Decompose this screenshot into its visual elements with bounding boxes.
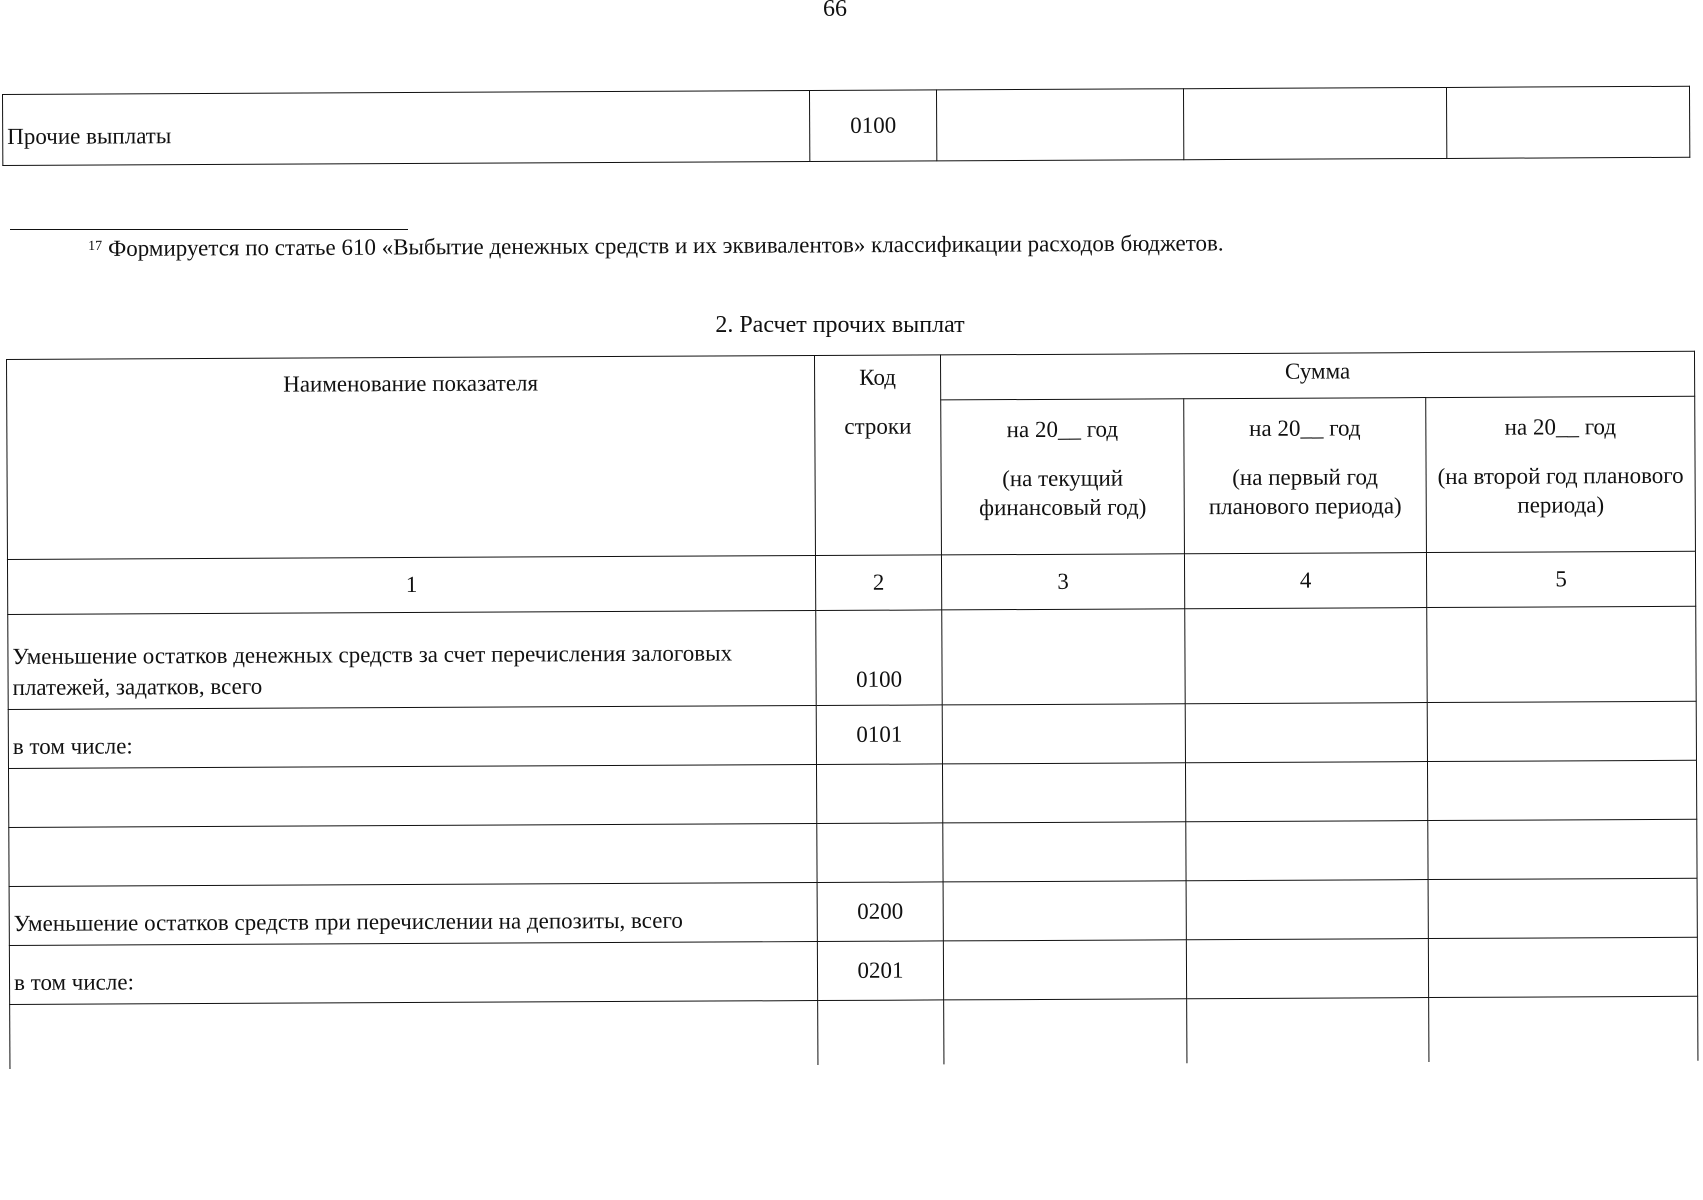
row-name-cell: в том числе: — [9, 942, 817, 1005]
row-code-cell: 0200 — [817, 882, 943, 942]
page-number: 66 — [823, 0, 847, 22]
section-title: 2. Расчет прочих выплат — [715, 312, 965, 338]
footnote-text: Формируется по статье 610 «Выбытие денежных средств и их эквивалентов» классификации расходов бюджетов. — [107, 230, 1224, 261]
sum-cell — [1183, 87, 1446, 159]
year-note: (на текущий финансовый год) — [979, 465, 1147, 521]
table-row — [8, 606, 1696, 709]
sum-cell — [1428, 937, 1697, 997]
row-code-cell — [818, 1000, 944, 1065]
year-note: (на первый год планового периода) — [1208, 464, 1402, 519]
header-code-line2: строки — [844, 413, 912, 439]
row-name-cell: Уменьшение остатков средств при перечислении на депозиты, всего — [9, 883, 817, 946]
footnote-rule — [10, 229, 408, 230]
sum-cell — [1186, 939, 1428, 999]
table-row — [10, 996, 1698, 1069]
payments-table — [6, 351, 1698, 1069]
footnote-mark: 17 — [88, 238, 103, 254]
footnote — [88, 230, 1224, 262]
year-note: (на второй год планового периода) — [1437, 462, 1684, 518]
row-name-cell — [9, 824, 817, 887]
table-row — [9, 878, 1697, 945]
column-number: 5 — [1426, 551, 1695, 607]
table-row — [9, 819, 1697, 886]
row-code-cell: 0101 — [816, 705, 942, 765]
sum-cell — [1186, 880, 1428, 940]
table-row — [3, 86, 1690, 165]
sum-cell — [1187, 998, 1429, 1064]
sum-cell — [942, 704, 1185, 764]
row-name-cell: в том числе: — [8, 706, 816, 769]
sum-cell — [1446, 86, 1689, 158]
header-code — [814, 355, 941, 556]
year-label: на 20__ год — [1006, 416, 1119, 443]
row-code-cell: 0201 — [817, 941, 943, 1001]
column-number: 1 — [7, 556, 815, 615]
header-name: Наименование показателя — [7, 356, 816, 560]
row-code-cell: 0100 — [816, 610, 942, 706]
sum-cell — [1429, 996, 1698, 1062]
column-number: 2 — [815, 555, 941, 611]
table-row — [8, 701, 1696, 768]
sum-cell — [942, 763, 1185, 823]
row-code-cell — [816, 764, 942, 824]
column-number: 3 — [941, 554, 1184, 610]
sum-cell — [1428, 878, 1697, 938]
sum-cell — [1185, 608, 1427, 704]
row-code-cell — [817, 823, 943, 883]
row-code-cell: 0100 — [809, 90, 936, 162]
sum-cell — [1427, 701, 1696, 761]
header-year-3 — [1426, 396, 1696, 552]
column-number: 4 — [1184, 553, 1426, 609]
sum-cell — [1185, 762, 1427, 822]
row-name-cell — [9, 765, 817, 828]
sum-cell — [942, 609, 1185, 705]
sum-cell — [943, 881, 1186, 941]
header-sum: Сумма — [940, 351, 1694, 400]
sum-cell — [1427, 760, 1696, 820]
row-name-cell — [10, 1001, 818, 1069]
sum-cell — [943, 940, 1186, 1000]
sum-cell — [1427, 606, 1696, 702]
sum-cell — [1428, 819, 1697, 879]
sum-cell — [943, 822, 1186, 882]
row-name-cell: Уменьшение остатков денежных средств за счет перечисления залоговых платежей, задатков, всего — [8, 611, 816, 710]
row-name-cell: Прочие выплаты — [3, 91, 810, 166]
sum-cell — [944, 999, 1187, 1065]
sum-cell — [936, 89, 1183, 161]
top-table — [2, 86, 1690, 166]
header-code-line1: Код — [859, 364, 897, 390]
year-label: на 20__ год — [1504, 414, 1617, 440]
header-year-2 — [1184, 398, 1427, 554]
year-label: на 20__ год — [1249, 415, 1361, 441]
column-number-row — [7, 551, 1695, 614]
header-year-1 — [941, 399, 1185, 555]
table-row — [9, 760, 1697, 827]
table-row — [9, 937, 1697, 1004]
sum-cell — [1186, 821, 1428, 881]
sum-cell — [1185, 703, 1427, 763]
